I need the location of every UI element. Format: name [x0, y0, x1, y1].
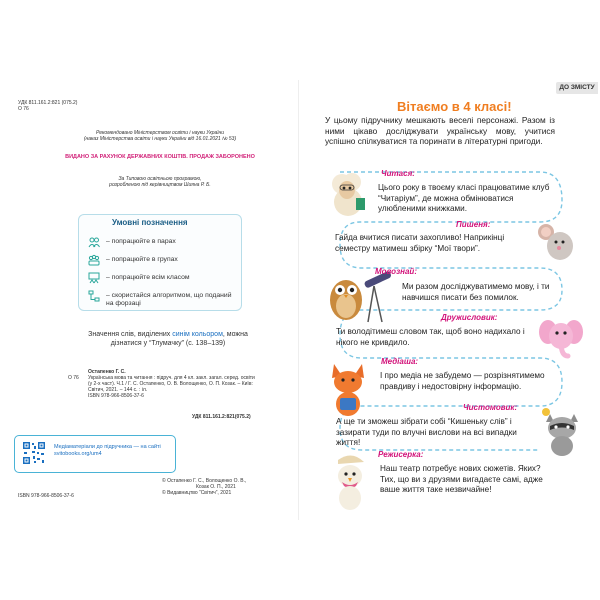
- biblio-text: Українська мова та читання : підруч. для 4 кл. закл. загал. серед. освіти (у 2-х част). Ч.1 / Г. С. Остапенко, О. В. Волощенко, О. П. Козак. – Київ: Світич, 2021. – 144 с. : іл.: [88, 375, 255, 393]
- program-line: За Типовою освітньою програмою,: [118, 176, 202, 182]
- legend-text: – скористайся алгоритмом, що поданий на форзаці: [106, 292, 232, 307]
- meaning-text: , можна дізнатися у “Тлумачку” (с. 138–139): [110, 331, 248, 347]
- qr-code-icon[interactable]: [22, 441, 46, 465]
- role-movoznai: Мовознай:: [375, 267, 417, 276]
- isbn-bottom: ISBN 978-966-8506-37-6: [18, 493, 74, 499]
- copyright-line: © Остапенко Г. С., Волощенко О. В.,: [162, 478, 247, 484]
- copyright-line: Козак О. П., 2021: [196, 484, 236, 490]
- recommendation: [60, 130, 260, 142]
- mouse-icon: [536, 220, 582, 266]
- role-rezhyserka: Режисерка:: [378, 450, 424, 459]
- class-work-icon: [88, 272, 100, 284]
- biblio-code: О 76: [68, 375, 79, 381]
- intro-paragraph: У цьому підручнику мешкають веселі персонажі. Разом із ними цікаво досліджувати українську мову, учитися успішно спілкуватися та поринати в літературні пригоди.: [325, 115, 555, 146]
- toc-tab-button[interactable]: ДО ЗМІСТУ: [556, 82, 598, 94]
- meaning-highlight: синім кольором: [172, 331, 223, 338]
- section-text: І про медіа не забудемо — розрізнятимемо правдиву і недостовірну інформацію.: [380, 371, 545, 391]
- udc-top: [18, 100, 77, 112]
- algorithm-icon: [88, 290, 100, 302]
- udc-bottom: УДК 811.161.2:821(075.2): [192, 414, 251, 420]
- role-pyshenia: Пишеня:: [456, 220, 491, 229]
- section-text: Наш театр потребує нових сюжетів. Яких? Тих, що ви з друзями вигадаєте самі, адже ваше життя таке незвичайне!: [380, 464, 543, 494]
- role-druzhyslovyk: Дружисловик:: [441, 313, 498, 322]
- legend-text: – попрацюйте в групах: [106, 256, 178, 263]
- group-work-icon: [88, 254, 100, 266]
- bird-icon: [328, 452, 374, 512]
- recommend-line: Рекомендовано Міністерством освіти і науки України: [96, 130, 224, 136]
- meaning-note: [78, 330, 258, 348]
- section-text: А ще ти зможеш зібрати собі “Кишеньку слів” і зазирати туди по влучні вислови на всі випадки життя!: [336, 417, 517, 447]
- program-note: [60, 176, 260, 188]
- section-text: Гайда вчитися писати захопливо! Наприкінці семестру матимеш збірку “Мої твори”.: [335, 233, 505, 253]
- legend-text: – попрацюйте всім класом: [106, 274, 190, 281]
- legend-text: – попрацюйте в парах: [106, 238, 176, 245]
- paid-notice: ВИДАНО ЗА РАХУНОК ДЕРЖАВНИХ КОШТІВ. ПРОДАЖ ЗАБОРОНЕНО: [65, 154, 255, 160]
- section-text: Ми разом досліджуватимемо мову, і ти навчишся писати без помилок.: [402, 282, 550, 302]
- qr-link-text[interactable]: Медіаматеріали до підручника — на сайті svitobooks.org/um4: [54, 444, 161, 457]
- role-chytasia: Читася:: [381, 169, 415, 178]
- role-mediasha: Медіаша:: [381, 357, 419, 366]
- udc-line: УДК 811.161.2:821 (075.2): [18, 100, 78, 106]
- section-text: Цього року в твоєму класі працюватиме клуб “Читаріум”, де можна обмінюватися улюбленими книжками.: [378, 183, 550, 213]
- copyright-line: © Видавництво “Світич”, 2021: [162, 490, 232, 496]
- page-divider: [298, 80, 299, 520]
- meaning-text: Значення слів, виділених: [88, 331, 173, 338]
- role-chystomovyk: Чистомовик:: [463, 403, 518, 412]
- legend-title: Умовні позначення: [112, 218, 188, 227]
- fox-icon: [326, 360, 374, 418]
- sheep-icon: [326, 168, 370, 220]
- elephant-icon: [538, 314, 584, 360]
- o-code: О 76: [18, 106, 29, 112]
- pair-work-icon: [88, 236, 100, 248]
- author-heading: Остапенко Г. С.: [88, 369, 126, 375]
- program-line: розробленою під керівництвом Шияна Р. Б.: [109, 182, 211, 188]
- raccoon-icon: [538, 404, 586, 456]
- owl-icon: [326, 270, 396, 326]
- bibliographic-entry: [68, 369, 258, 399]
- recommend-line: (наказ Міністерства освіти і науки України від 16.01.2021 № 53): [83, 136, 237, 142]
- page-title: Вітаємо в 4 класі!: [397, 99, 512, 114]
- section-text: Ти володітимеш словом так, щоб воно надихало і нікого не кривдило.: [336, 327, 525, 347]
- biblio-isbn: ISBN 978-966-8506-37-6: [88, 393, 144, 399]
